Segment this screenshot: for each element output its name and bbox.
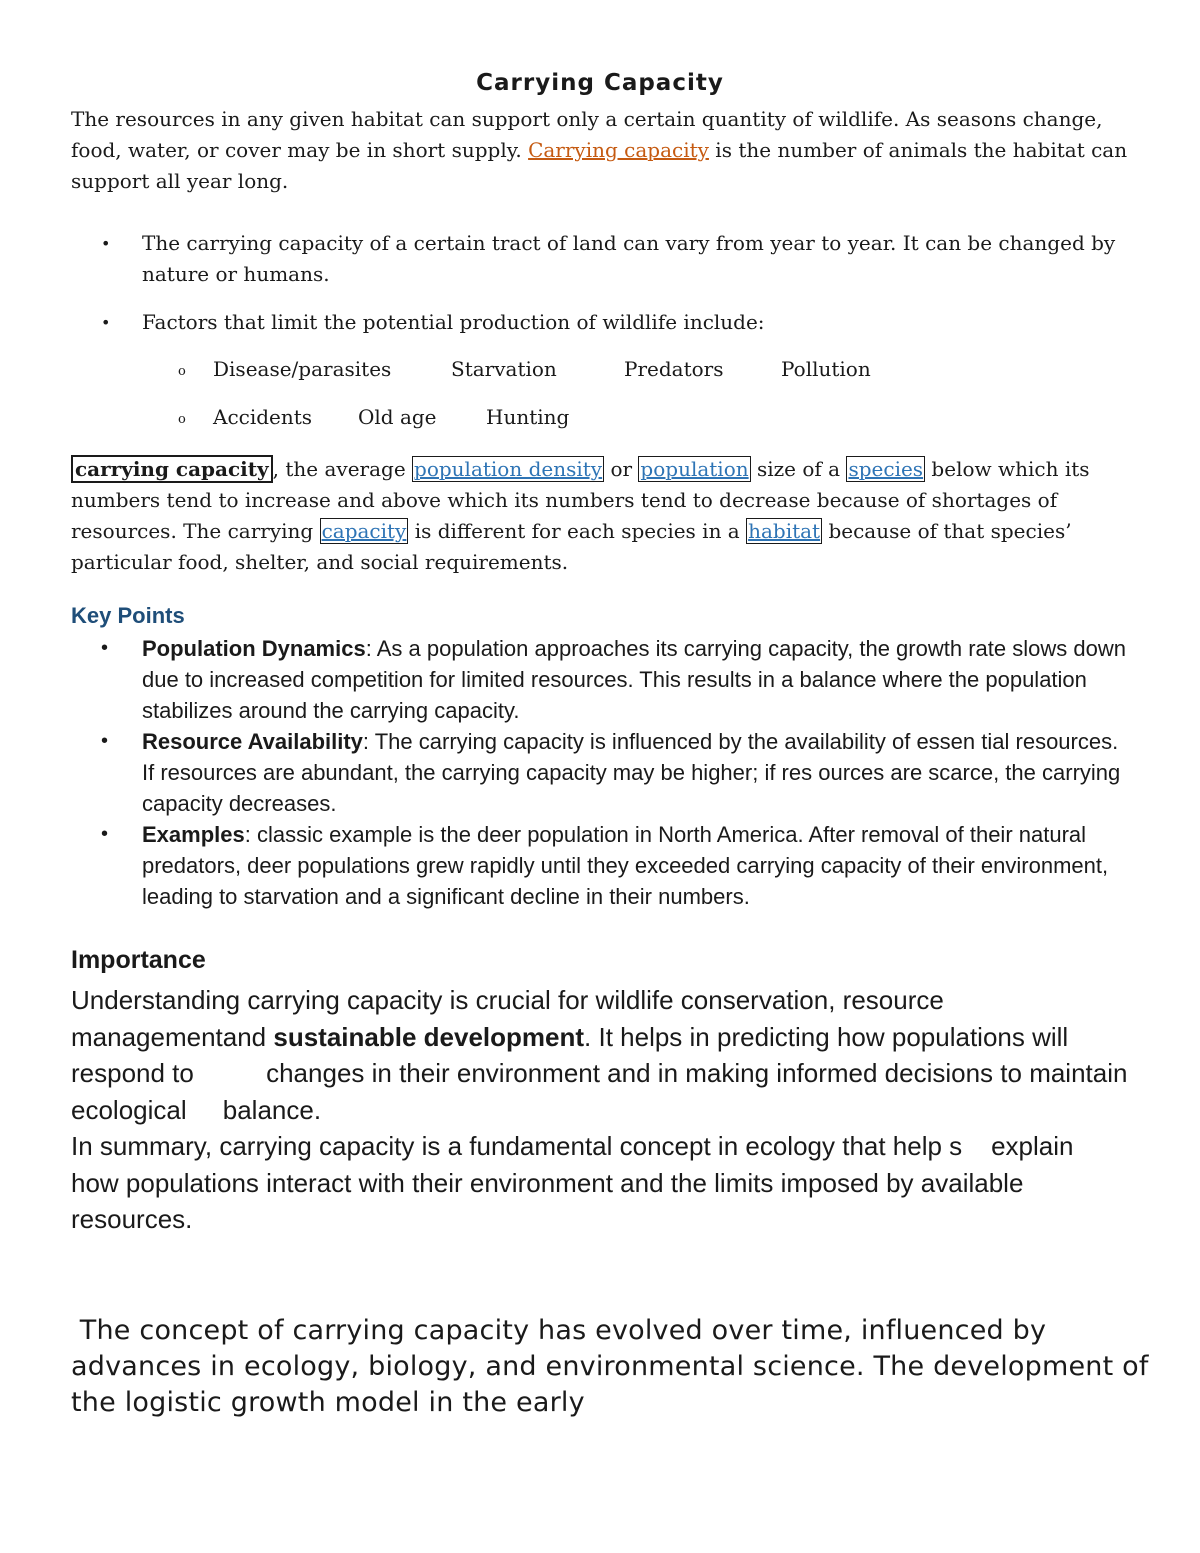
definition-paragraph: carrying capacity , the average population density or population size of a species below which its numbers tend to increase and above which its numbers tend to decrease because of shortages of resources. The carrying capacity is different for each species in a habitat because of that species’ particular food, shelter, and social requirements. (71, 457, 1090, 574)
key-point-item: • Population Dynamics: As a population approaches its carrying capacity, the growth rate slows down due to increased competition for limited resources. This results in a balance where the population stabilizes around the carrying capacity. (71, 633, 1131, 726)
factor-item: Pollution (781, 357, 871, 381)
importance-heading: Importance (71, 946, 206, 974)
intro-paragraph (71, 104, 1131, 197)
definition-term: carrying capacity (71, 455, 273, 483)
page-title: Carrying Capacity (476, 70, 724, 96)
carrying-capacity-link[interactable]: Carrying capacity (528, 138, 709, 162)
intro-text-after: is the number of animals the habitat can support all year long. (71, 138, 1128, 193)
factor-row-1 (142, 354, 1131, 385)
key-point-item: • Resource Availability: The carrying capacity is influenced by the availability of essen tial resources. If resources are abundant, the carrying capacity may be higher; if res ources are scarce, the carrying capacity decreases. (71, 726, 1131, 819)
factor-sublist (142, 354, 1131, 433)
summary-continuation: how populations interact with their environment and the limits imposed by available resources. (71, 1167, 1024, 1234)
importance-section (71, 982, 1141, 1238)
species-link[interactable]: species (848, 457, 924, 481)
importance-paragraph: Understanding carrying capacity is crucial for wildlife conservation, resource managementand sustainable development. It helps in predicting how populations will respond to changes in their environment and in making informed decisions to maintain ecological balance. (71, 985, 1135, 1125)
summary-paragraph: In summary, carrying capacity is a fundamental concept in ecology that help s explain (71, 1131, 1074, 1161)
intro-text-before: The resources in any given habitat can support only a certain quantity of wildlife. As seasons change, food, water, or cover may be in short supply. (71, 107, 1103, 162)
bullet-text: The carrying capacity of a certain tract of land can vary from year to year. It can be changed by nature or humans. (142, 231, 1116, 286)
bullet-list (71, 228, 1131, 450)
factor-item: Starvation (451, 357, 557, 381)
factor-item: Disease/parasites (213, 357, 392, 381)
concept-paragraph: The concept of carrying capacity has evolved over time, influenced by advances in ecology, biology, and environmental science. The development of the logistic growth model in the early (71, 1315, 1158, 1418)
factor-item: Old age (358, 405, 437, 429)
factor-item: Accidents (213, 405, 313, 429)
key-point-label: Examples (142, 822, 245, 847)
population-link[interactable]: population (640, 457, 749, 481)
capacity-link[interactable]: capacity (321, 519, 407, 543)
key-point-label: Population Dynamics (142, 636, 366, 661)
key-point-label: Resource Availability (142, 729, 363, 754)
factor-item: Predators (624, 357, 724, 381)
habitat-link[interactable]: habitat (748, 519, 821, 543)
key-points-heading: Key Points (71, 603, 185, 628)
key-point-item: • Examples: classic example is the deer population in North America. After removal of their natural predators, deer populations grew rapidly until they exceeded carrying capacity of their environment, leading to starvation and a significant decline in their numbers. (71, 819, 1131, 912)
bullet-item-variation (71, 228, 1131, 290)
population-density-link[interactable]: population density (414, 457, 603, 481)
factor-row-2 (142, 402, 1131, 433)
factor-item: Hunting (486, 405, 570, 429)
bullet-text: Factors that limit the potential production of wildlife include: (142, 310, 765, 334)
key-points-list (71, 633, 1131, 912)
bullet-item-factors (71, 307, 1131, 433)
